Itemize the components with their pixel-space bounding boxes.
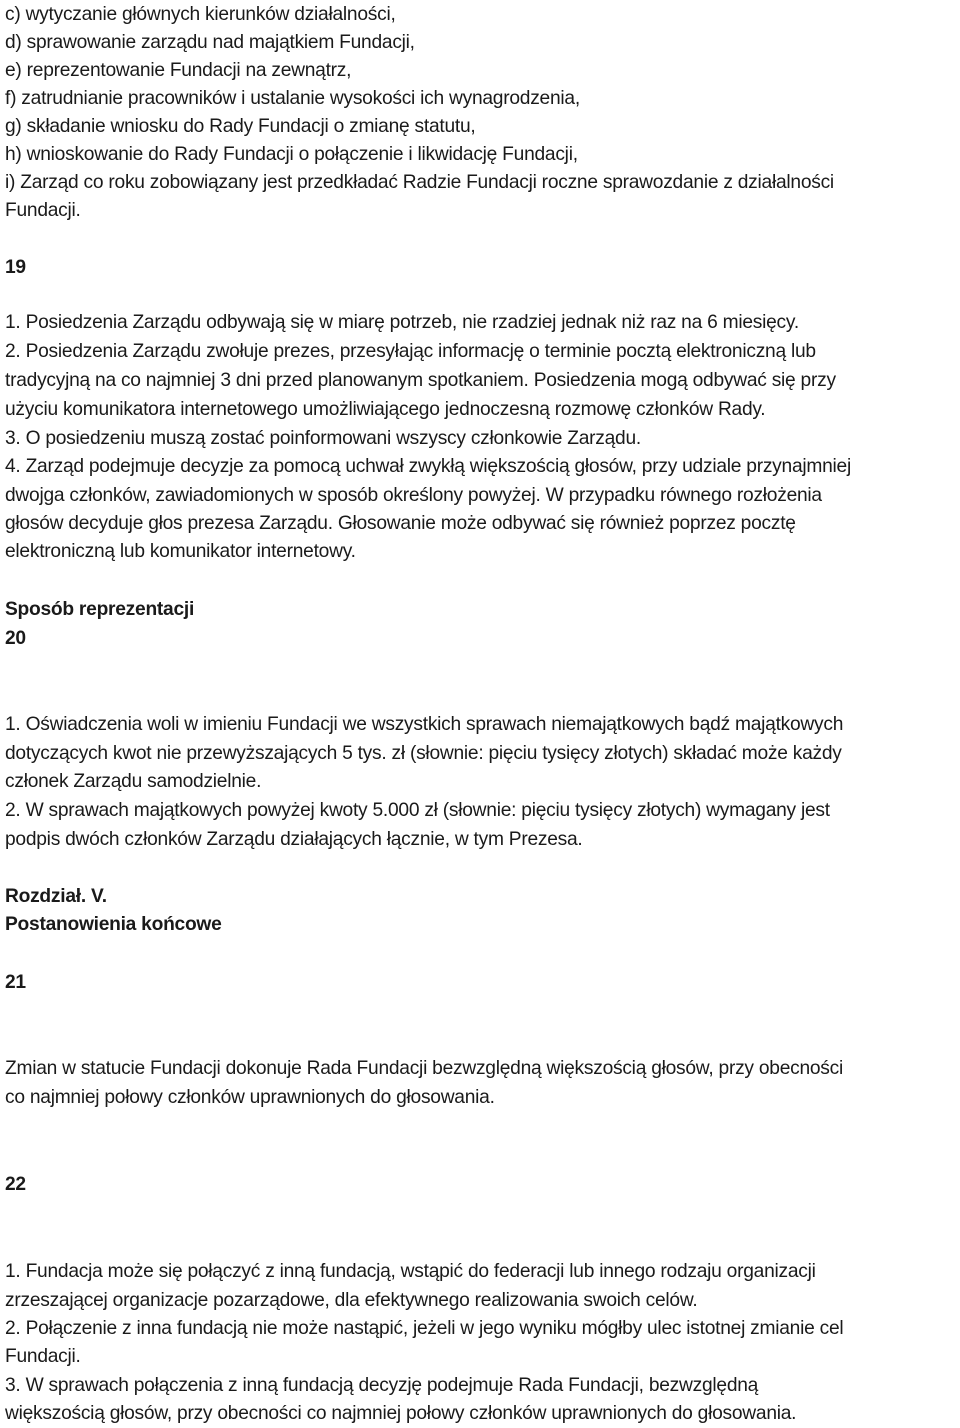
paragraph-21-text: Zmian w statucie Fundacji dokonuje Rada Fundacji bezwzględną większością głosów, przy obecności: [5, 1058, 844, 1079]
list-item-i: i) Zarząd co roku zobowiązany jest przedkładać Radzie Fundacji roczne sprawozdanie z działalności: [5, 172, 834, 193]
paragraph-19-heading: 19: [5, 257, 26, 278]
paragraph-19-point-4-cont: głosów decyduje głos prezesa Zarządu. Głosowanie może odbywać się również poprzez pocztę: [5, 513, 796, 534]
paragraph-20-point-1-cont: dotyczących kwot nie przewyższających 5 tys. zł (słownie: pięciu tysięcy złotych) składać może każdy: [5, 743, 842, 764]
list-item-f: f) zatrudnianie pracowników i ustalanie wysokości ich wynagrodzenia,: [5, 88, 580, 109]
paragraph-19-point-1: 1. Posiedzenia Zarządu odbywają się w miarę potrzeb, nie rzadziej jednak niż raz na 6 miesięcy.: [5, 312, 799, 333]
section-heading-representation: Sposób reprezentacji: [5, 599, 195, 620]
paragraph-22-point-1: 1. Fundacja może się połączyć z inną fundacją, wstąpić do federacji lub innego rodzaju organizacji: [5, 1261, 816, 1282]
paragraph-22-point-2: 2. Połączenie z inna fundacją nie może nastąpić, jeżeli w jego wyniku mógłby ulec istotnej zmianie cel: [5, 1318, 844, 1339]
paragraph-19-point-2-cont: użyciu komunikatora internetowego umożliwiającego jednoczesną rozmowę członków Rady.: [5, 399, 766, 420]
list-item-e: e) reprezentowanie Fundacji na zewnątrz,: [5, 60, 352, 81]
list-item-h: h) wnioskowanie do Rady Fundacji o połączenie i likwidację Fundacji,: [5, 144, 578, 165]
paragraph-19-point-3: 3. O posiedzeniu muszą zostać poinformowani wszyscy członkowie Zarządu.: [5, 428, 641, 449]
section-heading-final-provisions: Postanowienia końcowe: [5, 914, 222, 935]
paragraph-20-point-1-cont: członek Zarządu samodzielnie.: [5, 771, 262, 792]
paragraph-19-point-2: 2. Posiedzenia Zarządu zwołuje prezes, przesyłając informację o terminie pocztą elektroniczną lub: [5, 341, 816, 362]
chapter-heading: Rozdział. V.: [5, 886, 107, 907]
paragraph-21-heading: 21: [5, 972, 26, 993]
paragraph-19-point-4-cont: elektroniczną lub komunikator internetowy.: [5, 541, 356, 562]
paragraph-20-point-2: 2. W sprawach majątkowych powyżej kwoty 5.000 zł (słownie: pięciu tysięcy złotych) wymagany jest: [5, 800, 830, 821]
list-item-g: g) składanie wniosku do Rady Fundacji o zmianę statutu,: [5, 116, 476, 137]
list-item-c: c) wytyczanie głównych kierunków działalności,: [5, 4, 396, 25]
list-item-d: d) sprawowanie zarządu nad majątkiem Fundacji,: [5, 32, 415, 53]
paragraph-22-point-1-cont: zrzeszającej organizacje pozarządowe, dla efektywnego realizowania swoich celów.: [5, 1290, 698, 1311]
list-item-i-cont: Fundacji.: [5, 200, 81, 221]
paragraph-19-point-4-cont: dwojga członków, zawiadomionych w sposób określony powyżej. W przypadku równego rozłożenia: [5, 485, 822, 506]
paragraph-22-point-3: 3. W sprawach połączenia z inną fundacją decyzję podejmuje Rada Fundacji, bezwzględną: [5, 1375, 759, 1396]
paragraph-20-point-1: 1. Oświadczenia woli w imieniu Fundacji we wszystkich sprawach niemajątkowych bądź majątkowych: [5, 714, 844, 735]
paragraph-20-heading: 20: [5, 628, 26, 649]
paragraph-20-point-2-cont: podpis dwóch członków Zarządu działających łącznie, w tym Prezesa.: [5, 829, 583, 850]
paragraph-22-point-2-cont: Fundacji.: [5, 1346, 81, 1367]
paragraph-19-point-4: 4. Zarząd podejmuje decyzje za pomocą uchwał zwykłą większością głosów, przy udziale przynajmniej: [5, 456, 851, 477]
paragraph-22-point-3-cont: większością głosów, przy obecności co najmniej połowy członków uprawnionych do głosowania.: [5, 1403, 797, 1424]
paragraph-21-text-cont: co najmniej połowy członków uprawnionych do głosowania.: [5, 1087, 495, 1108]
paragraph-19-point-2-cont: tradycyjną na co najmniej 3 dni przed planowanym spotkaniem. Posiedzenia mogą odbywać się przy: [5, 370, 836, 391]
paragraph-22-heading: 22: [5, 1174, 26, 1195]
